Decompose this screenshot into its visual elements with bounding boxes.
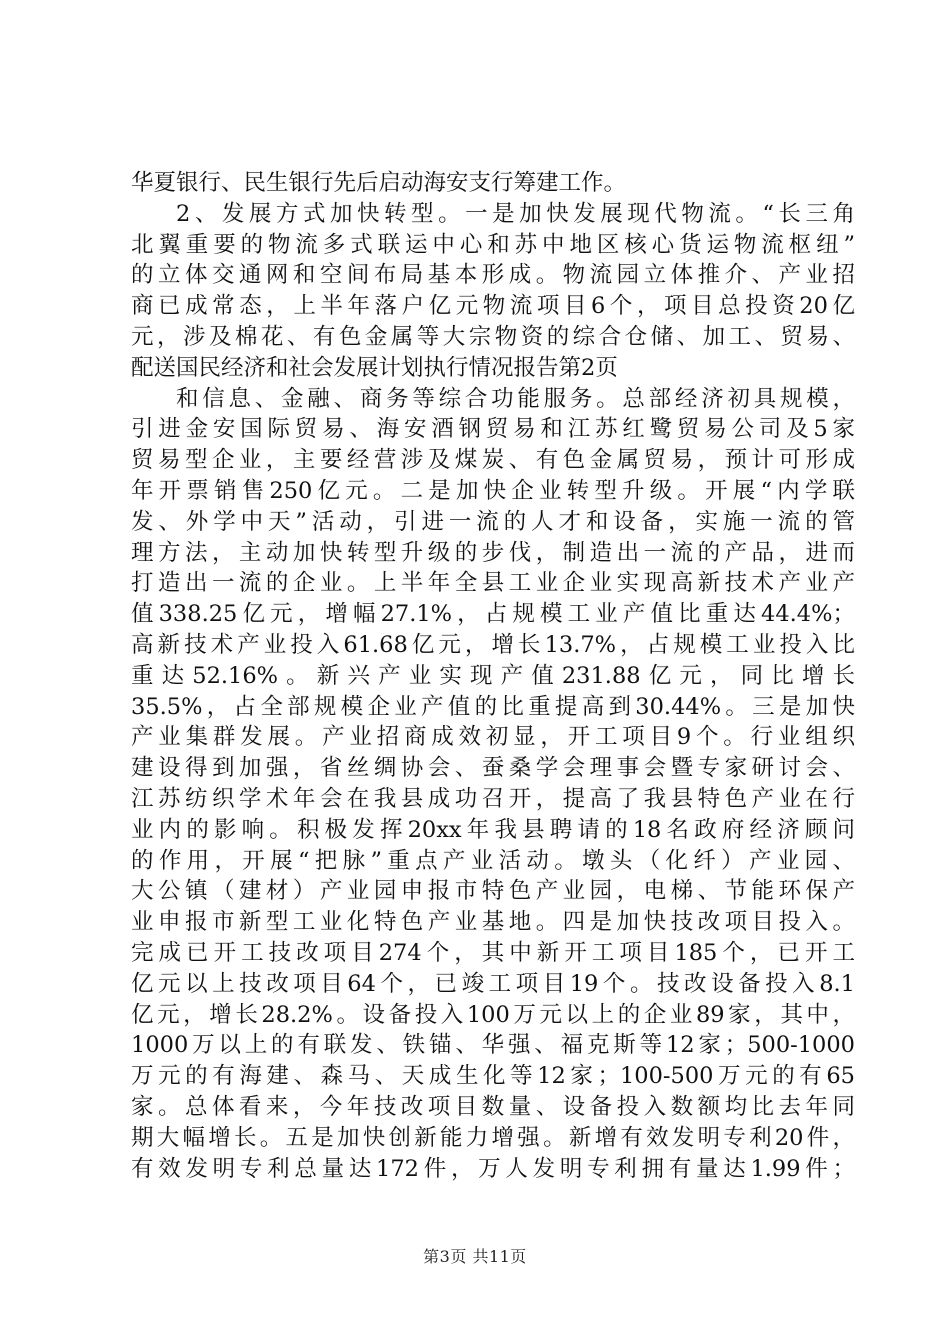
text-line: 业申报市新型工业化特色产业基地。四是加快技改项目投入。 bbox=[131, 909, 855, 936]
text-line: 期大幅增长。五是加快创新能力增强。新增有效发明专利20件， bbox=[131, 1124, 855, 1151]
text-line: 值338.25亿元，增幅27.1%，占规模工业产值比重达44.4%； bbox=[131, 601, 855, 628]
text-line: 年开票销售250亿元。二是加快企业转型升级。开展“内学联 bbox=[131, 477, 855, 504]
text-line: 亿元，增长28.2%。设备投入100万元以上的企业89家，其中， bbox=[131, 1001, 855, 1028]
text-line: 重达52.16%。新兴产业实现产值231.88亿元，同比增长 bbox=[131, 662, 855, 689]
text-line: 北翼重要的物流多式联运中心和苏中地区核心货运物流枢纽” bbox=[131, 231, 855, 258]
text-line: 打造出一流的企业。上半年全县工业企业实现高新技术产业产 bbox=[131, 570, 855, 597]
text-line: 和信息、金融、商务等综合功能服务。总部经济初具规模， bbox=[176, 385, 855, 412]
text-line: 江苏纺织学术年会在我县成功召开，提高了我县特色产业在行 bbox=[131, 785, 855, 812]
text-line: 引进金安国际贸易、海安酒钢贸易和江苏红鹭贸易公司及5家 bbox=[131, 416, 855, 443]
text-line: 2、发展方式加快转型。一是加快发展现代物流。“长三角 bbox=[176, 200, 855, 227]
text-line: 亿元以上技改项目64个，已竣工项目19个。技改设备投入8.1 bbox=[131, 970, 855, 997]
text-line: 高新技术产业投入61.68亿元，增长13.7%，占规模工业投入比 bbox=[131, 631, 855, 658]
text-line: 业内的影响。积极发挥20xx年我县聘请的18名政府经济顾问 bbox=[131, 816, 855, 843]
text-line: 发、外学中天”活动，引进一流的人才和设备，实施一流的管 bbox=[131, 508, 855, 535]
text-line: 配送国民经济和社会发展计划执行情况报告第2页 bbox=[131, 354, 618, 381]
text-line: 的作用，开展“把脉”重点产业活动。墩头（化纤）产业园、 bbox=[131, 847, 855, 874]
text-line: 华夏银行、民生银行先后启动海安支行筹建工作。 bbox=[131, 170, 627, 196]
text-line: 商已成常态，上半年落户亿元物流项目6个，项目总投资20亿 bbox=[131, 293, 855, 320]
text-line: 的立体交通网和空间布局基本形成。物流园立体推介、产业招 bbox=[131, 262, 855, 289]
text-line: 有效发明专利总量达172件，万人发明专利拥有量达1.99件； bbox=[131, 1155, 855, 1182]
document-body bbox=[131, 168, 855, 1184]
text-line: 产业集群发展。产业招商成效初显，开工项目9个。行业组织 bbox=[131, 724, 855, 751]
text-line: 元，涉及棉花、有色金属等大宗物资的综合仓储、加工、贸易、 bbox=[131, 323, 855, 350]
text-line: 万元的有海建、森马、天成生化等12家；100-500万元的有65 bbox=[131, 1063, 855, 1090]
page-number-footer: 第3页 共11页 bbox=[423, 1247, 527, 1266]
text-line: 建设得到加强，省丝绸协会、蚕桑学会理事会暨专家研讨会、 bbox=[131, 755, 855, 782]
text-line: 大公镇（建材）产业园申报市特色产业园，电梯、节能环保产 bbox=[131, 878, 855, 905]
text-line: 1000万以上的有联发、铁锚、华强、福克斯等12家；500-1000 bbox=[131, 1032, 855, 1059]
text-line: 家。总体看来，今年技改项目数量、设备投入数额均比去年同 bbox=[131, 1093, 855, 1120]
text-line: 35.5%，占全部规模企业产值的比重提高到30.44%。三是加快 bbox=[131, 693, 855, 720]
text-line: 完成已开工技改项目274个，其中新开工项目185个，已开工 bbox=[131, 939, 855, 966]
text-line: 贸易型企业，主要经营涉及煤炭、有色金属贸易，预计可形成 bbox=[131, 447, 855, 474]
text-line: 理方法，主动加快转型升级的步伐，制造出一流的产品，进而 bbox=[131, 539, 855, 566]
